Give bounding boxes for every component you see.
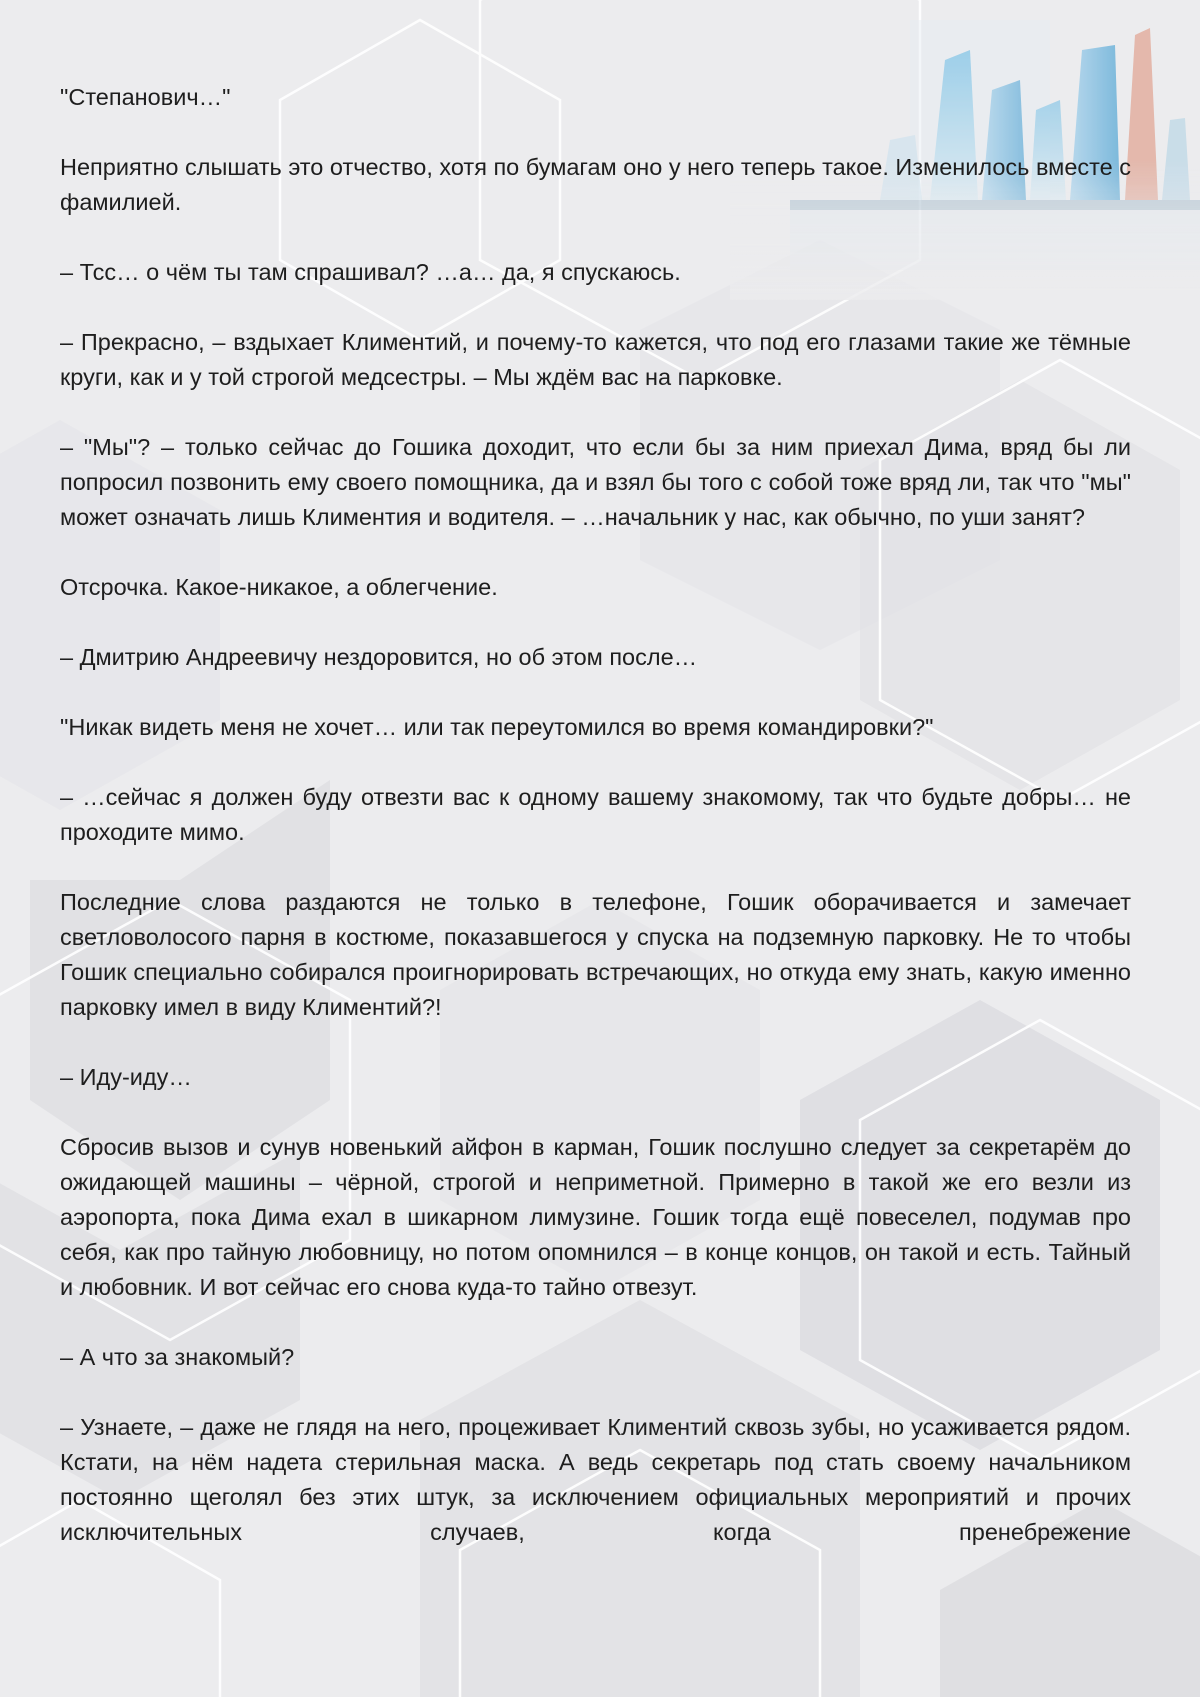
paragraph: – …сейчас я должен буду отвезти вас к одному вашему знакомому, так что будьте добры… не проходите мимо. <box>60 784 1131 845</box>
paragraph: "Никак видеть меня не хочет… или так переутомился во время командировки?" <box>60 714 934 740</box>
paragraph: – А что за знакомый? <box>60 1344 295 1370</box>
document-body <box>60 80 1131 1585</box>
paragraph: Неприятно слышать это отчество, хотя по бумагам оно у него теперь такое. Изменилось вместе с фамилией. <box>60 154 1131 215</box>
paragraph: – Дмитрию Андреевичу нездоровится, но об этом после… <box>60 644 698 670</box>
paragraph: Сбросив вызов и сунув новенький айфон в карман, Гошик послушно следует за секретарём до ожидающей машины – чёрной, строгой и неприметной. Примерно в такой же его везли из аэропорта, пока Дима ехал в шикарном лимузине. Гошик тогда ещё повеселел, подумав про себя, как про тайную любовницу, но потом опомнился – в конце концов, он такой и есть. Тайный и любовник. И вот сейчас его снова куда-то тайно отвезут. <box>60 1134 1131 1300</box>
paragraph: "Степанович…" <box>60 84 231 110</box>
paragraph: – Иду-иду… <box>60 1064 192 1090</box>
paragraph: – Прекрасно, – вздыхает Климентий, и почему-то кажется, что под его глазами такие же тёмные круги, как и у той строгой медсестры. – Мы ждём вас на парковке. <box>60 329 1131 390</box>
paragraph: – Узнаете, – даже не глядя на него, процеживает Климентий сквозь зубы, но усаживается рядом. Кстати, на нём надета стерильная маска. А ведь секретарь под стать своему начальником постоянно щеголял без этих штук, за исключением официальных мероприятий и прочих исключительных случаев, когда пренебрежение <box>60 1414 1131 1545</box>
paragraph: – "Мы"? – только сейчас до Гошика доходит, что если бы за ним приехал Дима, вряд бы ли попросил позвонить ему своего помощника, да и взял бы того с собой тоже вряд ли, так что "мы" может означать лишь Климентия и водителя. – …начальник у нас, как обычно, по уши занят? <box>60 434 1131 530</box>
paragraph: – Тсс… о чём ты там спрашивал? …а… да, я спускаюсь. <box>60 259 681 285</box>
paragraph: Последние слова раздаются не только в телефоне, Гошик оборачивается и замечает светловолосого парня в костюме, показавшегося у спуска на подземную парковку. Не то чтобы Гошик специально собирался проигнорировать встречающих, но откуда ему знать, какую именно парковку имел в виду Климентий?! <box>60 889 1131 1020</box>
paragraph: Отсрочка. Какое-никакое, а облегчение. <box>60 574 498 600</box>
